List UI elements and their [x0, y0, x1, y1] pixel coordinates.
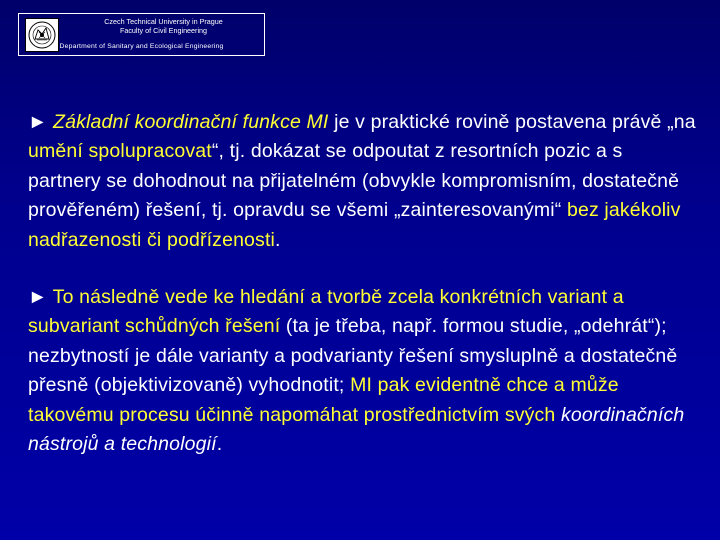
department-name: Department of Sanitary and Ecological Engineering	[59, 43, 224, 50]
bullet-arrow-icon: ►	[28, 286, 48, 309]
p2-highlight-2: vede ke hledání a tvorbě zcela konkrétních variant a subvariant schůdných řešení	[28, 286, 624, 338]
p1-text-3: .	[275, 228, 281, 251]
p1-highlight-3: bez jakékoliv nadřazenosti či podřízenosti	[28, 199, 681, 251]
slide-body	[28, 108, 698, 487]
p1-text-2: “, tj. dokázat se odpoutat z resortních pozic a s partnery se dohodnout na přijatelném (obvykle kompromisním, dostatečně prověřeném) řešení, tj. opravdu se všemi „zainteresovanými“	[28, 140, 680, 222]
faculty-name: Faculty of Civil Engineering	[119, 26, 208, 35]
p2-highlight-3: MI pak evidentně chce a může takovému procesu účinně napomáhat prostřednictvím svých	[28, 374, 619, 426]
university-name: Czech Technical University in Prague	[104, 17, 223, 26]
p2-text-2: .	[216, 433, 223, 456]
paragraph-1	[28, 108, 698, 255]
p2-highlight-1: To následně	[52, 286, 166, 309]
paragraph-2	[28, 283, 698, 459]
p1-text-1: je v praktické rovině postavena právě „na	[328, 111, 696, 133]
institution-header	[18, 13, 265, 56]
bullet-arrow-icon: ►	[28, 111, 48, 133]
p2-italic: koordinačních nástrojů a technologií	[28, 403, 685, 456]
p2-text-1: (ta je třeba, např. formou studie, „odehrát“); nezbytností je dále varianty a podvarianty řešení smysluplně a dostatečně přesně (objektivizovaně) vyhodnotit;	[28, 315, 678, 397]
p1-highlight-2: umění spolupracovat	[28, 140, 212, 163]
p1-highlight-1: Základní koordinační funkce MI	[53, 111, 329, 133]
